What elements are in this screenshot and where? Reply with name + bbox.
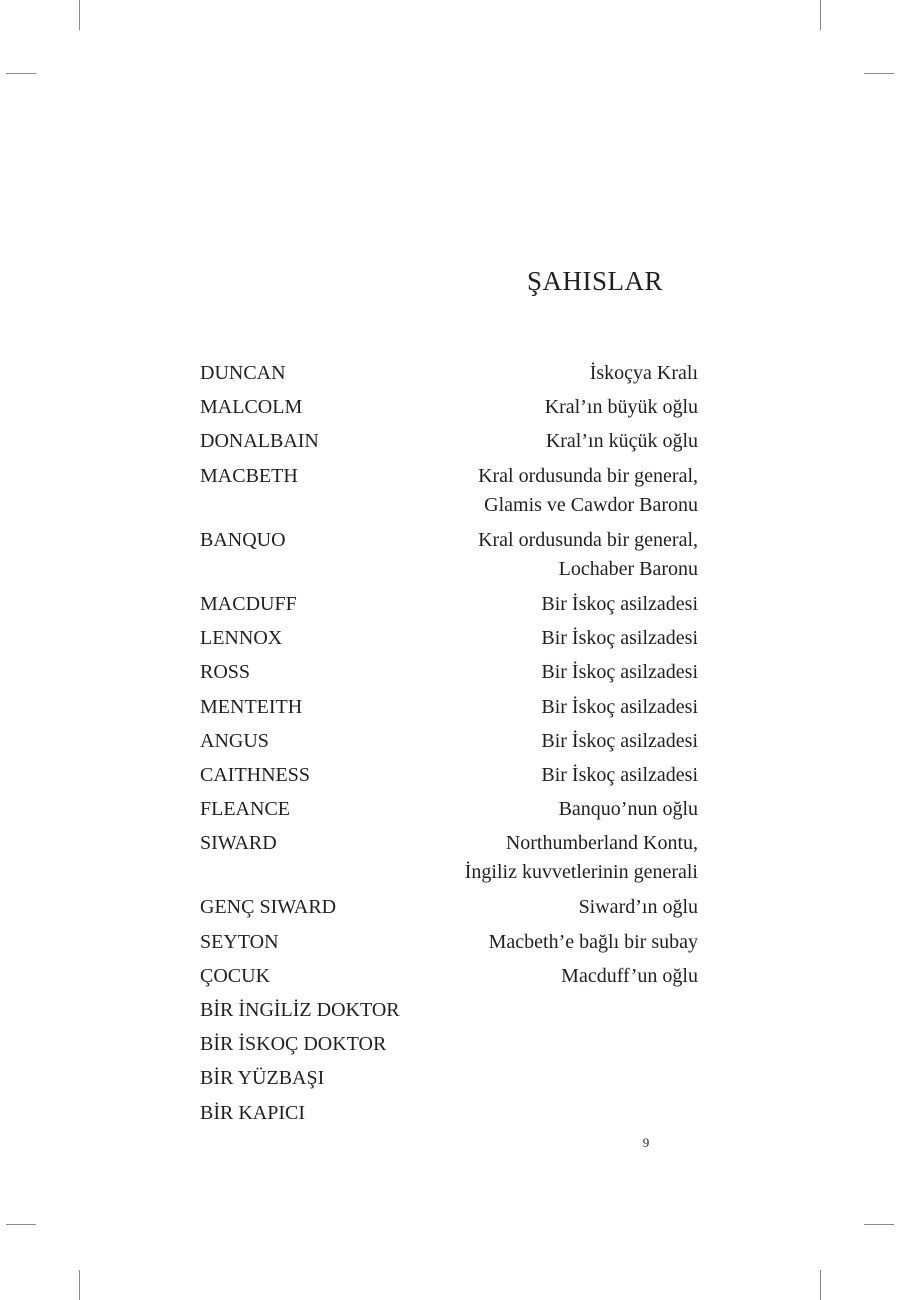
character-name: FLEANCE [200,798,290,821]
character-description: Banquo’nun oğlu [558,798,698,821]
character-description: Siward’ın oğlu [578,896,698,919]
cast-row [200,829,698,887]
cast-row [200,526,698,584]
character-description: Kral’ın küçük oğlu [545,430,698,453]
page-number: 9 [642,1135,650,1150]
character-description: Northumberland Kontu, İngiliz kuvvetlerinin generali [464,832,698,884]
character-description: Bir İskoç asilzadesi [541,763,698,786]
character-name: MENTEITH [200,695,303,718]
character-name: BİR İNGİLİZ DOKTOR [200,999,400,1021]
character-name: DONALBAIN [200,430,319,453]
cast-list [200,359,698,1133]
crop-mark [6,1224,36,1225]
character-description: Kral ordusunda bir general, Glamis ve Cawdor Baronu [478,464,698,516]
character-name: ROSS [200,661,251,684]
character-description: Macduff’un oğlu [561,964,698,987]
cast-row [200,1064,698,1092]
character-description: Macbeth’e bağlı bir subay [488,930,698,953]
character-name: BANQUO [200,528,286,551]
cast-row [200,727,698,755]
cast-row [200,590,698,618]
crop-mark [79,0,80,30]
crop-mark [6,73,36,74]
cast-row [200,795,698,823]
character-name: SIWARD [200,832,277,855]
cast-row [200,1030,698,1058]
character-description: İskoçya Kralı [589,362,698,384]
cast-row [200,658,698,686]
cast-row [200,996,698,1024]
cast-row [200,1099,698,1127]
character-description: Bir İskoç asilzadesi [541,661,698,684]
cast-row [200,359,698,387]
character-name: DUNCAN [200,362,286,384]
character-name: ÇOCUK [200,964,271,987]
character-name: MALCOLM [200,396,303,419]
page-title: ŞAHISLAR [526,266,664,296]
cast-row [200,962,698,990]
character-name: BİR KAPICI [200,1101,306,1124]
character-description: Kral ordusunda bir general, Lochaber Baronu [478,528,698,580]
crop-mark [820,0,821,30]
cast-row [200,462,698,520]
crop-mark [79,1270,80,1300]
character-name: MACBETH [200,464,298,487]
character-name: GENÇ SIWARD [200,896,337,919]
character-description: Bir İskoç asilzadesi [541,729,698,752]
character-description: Bir İskoç asilzadesi [541,695,698,718]
crop-mark [864,1224,894,1225]
character-name: ANGUS [200,729,269,752]
character-name: BİR İSKOÇ DOKTOR [200,1033,387,1056]
character-name: SEYTON [200,930,279,953]
character-description: Bir İskoç asilzadesi [541,627,698,650]
character-name: LENNOX [200,627,283,650]
cast-row [200,393,698,421]
character-description: Bir İskoç asilzadesi [541,592,698,615]
crop-mark [820,1270,821,1300]
character-name: MACDUFF [200,592,297,615]
character-description: Kral’ın büyük oğlu [544,396,698,419]
cast-row [200,427,698,455]
character-name: BİR YÜZBAŞI [200,1067,325,1090]
cast-row [200,624,698,652]
cast-row [200,893,698,921]
cast-row [200,693,698,721]
cast-row [200,761,698,789]
crop-mark [864,73,894,74]
character-name: CAITHNESS [200,763,311,786]
cast-row [200,928,698,956]
